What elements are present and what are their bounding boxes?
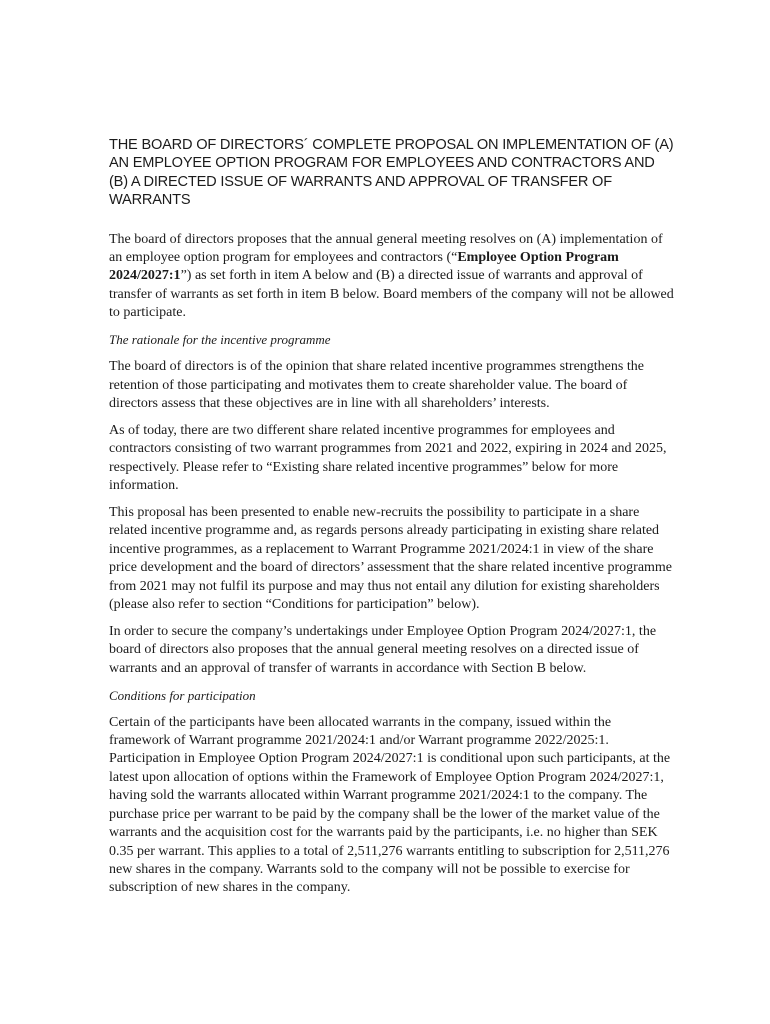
rationale-paragraph-4: In order to secure the company’s undertakings under Employee Option Program 2024/2027:1, the board of directors also proposes that the annual general meeting resolves on a directed issue of warrants and an approval of transfer of warrants in accordance with Section B below.	[109, 623, 657, 676]
program-name-bold: Employee Option Program 2024/2027:1	[109, 250, 619, 284]
document-page	[109, 136, 675, 906]
document-title: THE BOARD OF DIRECTORS´ COMPLETE PROPOSAL ON IMPLEMENTATION OF (A) AN EMPLOYEE OPTION PROGRAM FOR EMPLOYEES AND CONTRACTORS AND (B) A DIRECTED ISSUE OF WARRANTS AND APPROVAL OF TRANSFER OF WARRANTS	[109, 137, 674, 209]
rationale-paragraph-1: The board of directors is of the opinion that share related incentive programmes strengthens the retention of those participating and motivates them to create shareholder value. The board of directors assess that these objectives are in line with all shareholders’ interests.	[109, 359, 644, 411]
rationale-paragraph-3: This proposal has been presented to enable new-recruits the possibility to participate in a share related incentive programme and, as regards persons already participating in existing share related incentive programmes, as a replacement to Warrant Programme 2021/2024:1 in view of the share price development and the board of directors’ assessment that the share related incentive programme from 2021 may not fulfil its purpose and may thus not entail any dilution for existing shareholders (please also refer to section “Conditions for participation” below).	[109, 505, 673, 613]
intro-text-after: ”) as set forth in item A below and (B) a directed issue of warrants and approval of transfer of warrants as set forth in item B below. Board members of the company will not be allowed to participate.	[109, 268, 674, 321]
section-heading-conditions: Conditions for participation	[109, 687, 256, 703]
section-heading-rationale: The rationale for the incentive programme	[109, 332, 331, 348]
conditions-paragraph-1: Certain of the participants have been allocated warrants in the company, issued within the framework of Warrant programme 2021/2024:1 and/or Warrant programme 2022/2025:1. Participation in Employee Option Program 2024/2027:1 is conditional upon such participants, at the latest upon allocation of options within the Framework of Employee Option Program 2024/2027:1, having sold the warrants allocated within Warrant programme 2021/2024:1 to the company. The purchase price per warrant to be paid by the company shall be the lower of the market value of the warrants and the acquisition cost for the warrants paid by the participants, i.e. no higher than SEK 0.35 per warrant. This applies to a total of 2,511,276 warrants entitling to subscription for 2,511,276 new shares in the company. Warrants sold to the company will not be possible to exercise for subscription of new shares in the company.	[109, 714, 671, 896]
intro-text-before: The board of directors proposes that the annual general meeting resolves on (A) implementation of an employee option program for employees and contractors (“	[109, 231, 663, 266]
intro-paragraph	[109, 231, 675, 323]
rationale-paragraph-2: As of today, there are two different share related incentive programmes for employees and contractors consisting of two warrant programmes from 2021 and 2022, expiring in 2024 and 2025, respectively. Please refer to “Existing share related incentive programmes” below for more information.	[109, 422, 667, 494]
